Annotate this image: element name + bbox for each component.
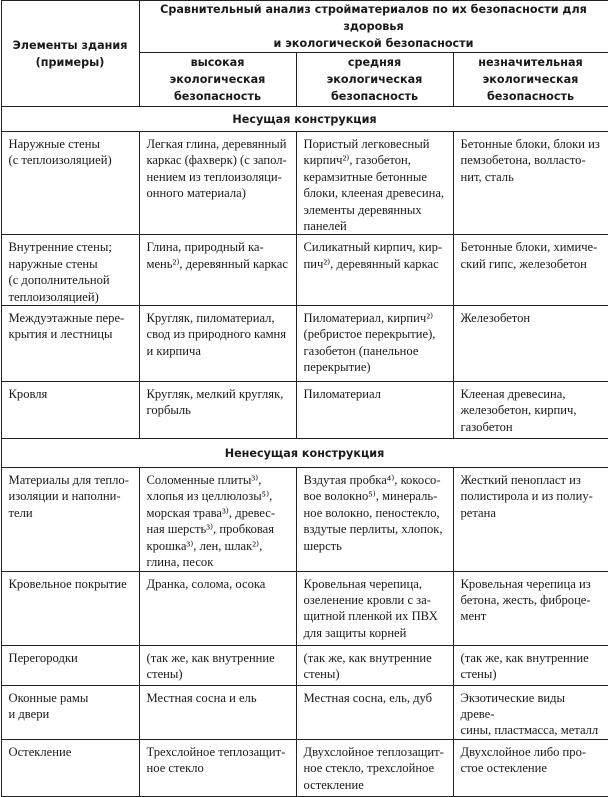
building-element-cell: Остекление: [1, 739, 139, 796]
high-safety-cell: Дранка, солома, осока: [139, 571, 296, 645]
low-safety-cell: Экзотические виды древе- сины, пластмасса, металл: [453, 685, 608, 739]
table-row: [1, 685, 608, 739]
building-element-cell: Внутренние стены; наружные стены (с дополнительной теплоизоляцией): [1, 235, 139, 306]
high-safety-cell: (так же, как внутренние стены): [139, 645, 296, 685]
high-safety-cell: Кругляк, пиломатериал, свод из природного камня и кирпича: [139, 306, 296, 382]
medium-safety-cell: Вздутая пробка⁴⁾, кокосо- вое волокно⁵⁾, минераль- ное волокно, пеностекло, вздутые перлиты, хлопок, шерсть: [296, 468, 453, 571]
section-title: Ненесущая конструкция: [1, 439, 608, 468]
medium-safety-cell: Местная сосна, ель, дуб: [296, 685, 453, 739]
building-element-cell: Перегородки: [1, 645, 139, 685]
header-comparison-title: Сравнительный анализ стройматериалов по их безопасности для здоровья и экологической безопасности: [139, 1, 608, 53]
section-row: [1, 107, 608, 132]
low-safety-cell: Кровельная черепица из бетона, жесть, фиброце- мент: [453, 571, 608, 645]
low-safety-cell: Бетонные блоки, блоки из пемзобетона, волласто- нит, сталь: [453, 132, 608, 235]
medium-safety-cell: Силикатный кирпич, кир- пич²⁾, деревянный каркас: [296, 235, 453, 306]
section-title: Несущая конструкция: [1, 107, 608, 132]
table-row: [1, 571, 608, 645]
table-row: [1, 382, 608, 439]
building-element-cell: Наружные стены (с теплоизоляцией): [1, 132, 139, 235]
high-safety-cell: Кругляк, мелкий кругляк, горбыль: [139, 382, 296, 439]
low-safety-cell: Двухслойное либо про- стое остекление: [453, 739, 608, 796]
header-low-safety: незначительная экологическая безопасность: [453, 53, 608, 107]
low-safety-cell: Клееная древесина, железобетон, кирпич, газобетон: [453, 382, 608, 439]
building-element-cell: Материалы для тепло- изоляции и наполни- тели: [1, 468, 139, 571]
building-element-cell: Кровля: [1, 382, 139, 439]
building-element-cell: Оконные рамы и двери: [1, 685, 139, 739]
table-header: [1, 1, 608, 107]
header-building-elements: Элементы здания (примеры): [1, 1, 139, 107]
low-safety-cell: Жесткий пенопласт из полистирола и из полиу- ретана: [453, 468, 608, 571]
medium-safety-cell: Пиломатериал, кирпич²⁾ (ребристое перекрытие), газобетон (панельное перекрытие): [296, 306, 453, 382]
high-safety-cell: Легкая глина, деревянный каркас (фахверк) (с запол- нением из теплоизоляци- онного материала): [139, 132, 296, 235]
header-medium-safety: средняя экологическая безопасность: [296, 53, 453, 107]
high-safety-cell: Трехслойное теплозащит- ное стекло: [139, 739, 296, 796]
low-safety-cell: (так же, как внутренние стены): [453, 645, 608, 685]
table-row: [1, 132, 608, 235]
materials-comparison-table: [1, 0, 608, 797]
high-safety-cell: Местная сосна и ель: [139, 685, 296, 739]
high-safety-cell: Соломенные плиты³⁾, хлопья из целлюлозы⁵⁾, морская трава³⁾, древес- ная шерсть³⁾, пробковая крошка³⁾, лен, шлак²⁾, глина, песок: [139, 468, 296, 571]
building-element-cell: Междуэтажные пере- крытия и лестницы: [1, 306, 139, 382]
building-element-cell: Кровельное покрытие: [1, 571, 139, 645]
low-safety-cell: Железобетон: [453, 306, 608, 382]
table-row: [1, 468, 608, 571]
low-safety-cell: Бетонные блоки, химиче- ский гипс, железобетон: [453, 235, 608, 306]
medium-safety-cell: Двухслойное теплозащит- ное стекло, трехслойное остекление: [296, 739, 453, 796]
table-body: [1, 107, 608, 797]
medium-safety-cell: Кровельная черепица, озеленение кровли с за- щитной пленкой их ПВХ для защиты корней: [296, 571, 453, 645]
table-row: [1, 235, 608, 306]
table-row: [1, 306, 608, 382]
header-high-safety: высокая экологическая безопасность: [139, 53, 296, 107]
table-row: [1, 645, 608, 685]
medium-safety-cell: Пиломатериал: [296, 382, 453, 439]
section-row: [1, 439, 608, 468]
medium-safety-cell: (так же, как внутренние стены): [296, 645, 453, 685]
medium-safety-cell: Пористый легковесный кирпич²⁾, газобетон, керамзитные бетонные блоки, клееная древесина, элементы деревянных панелей: [296, 132, 453, 235]
high-safety-cell: Глина, природный ка- мень²⁾, деревянный каркас: [139, 235, 296, 306]
